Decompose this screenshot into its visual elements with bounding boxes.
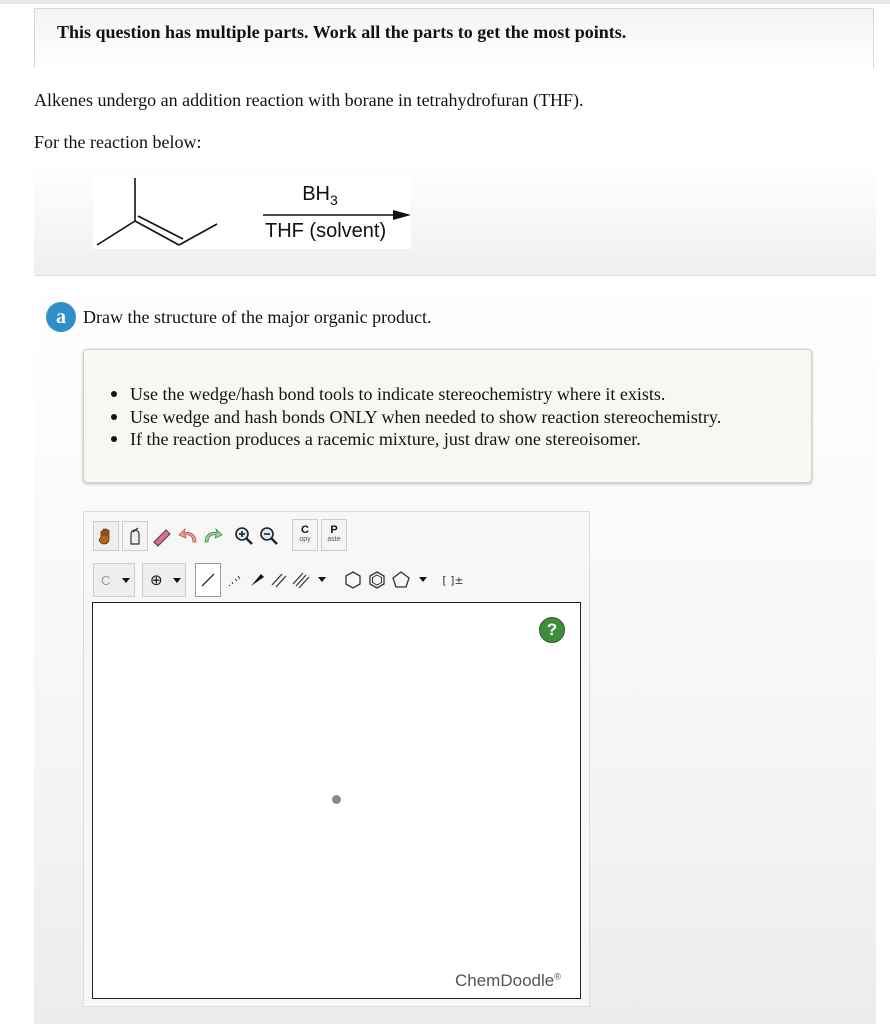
instruction-item: Use the wedge/hash bond tools to indicate stereochemistry where it exists.	[130, 383, 721, 406]
banner-text: This question has multiple parts. Work all the parts to get the most points.	[57, 22, 627, 42]
triple-bond-tool[interactable]	[290, 563, 332, 597]
cyclohexane-icon	[343, 570, 363, 590]
element-label: C	[101, 572, 111, 588]
solvent-label: THF (solvent)	[265, 220, 387, 242]
zoom-in-icon	[234, 526, 254, 546]
paste-icon: P	[330, 524, 338, 536]
hash-bond-icon	[225, 571, 243, 589]
cyclohexane-tool[interactable]	[341, 563, 365, 597]
eraser-tool-button[interactable]	[150, 521, 174, 551]
benzene-icon	[367, 570, 387, 590]
chevron-down-icon	[173, 578, 181, 583]
chevron-down-icon	[122, 578, 130, 583]
bracket-tool[interactable]	[439, 563, 467, 597]
wedge-bond-icon	[248, 571, 266, 589]
part-badge: a	[46, 302, 76, 332]
bracket-icon: [ ]±	[442, 573, 464, 587]
double-bond-icon	[270, 571, 288, 589]
instruction-item: Use wedge and hash bonds ONLY when needed to show reaction stereochemistry.	[130, 406, 722, 427]
copy-icon: C	[301, 524, 309, 536]
copy-sub-label: opy	[299, 536, 311, 543]
instruction-item: If the reaction produces a racemic mixture, just draw one stereoisomer.	[130, 428, 721, 451]
help-button[interactable]: ?	[539, 617, 565, 643]
instructions-list	[130, 383, 721, 451]
hand-icon	[97, 527, 115, 545]
benzene-tool[interactable]	[365, 563, 389, 597]
redo-button[interactable]	[201, 521, 225, 551]
single-bond-tool[interactable]	[195, 563, 221, 597]
element-selector[interactable]	[93, 563, 135, 597]
copy-button[interactable]	[292, 519, 318, 551]
multipart-banner	[34, 8, 874, 68]
zoom-out-button[interactable]	[257, 521, 281, 551]
wedge-bond-tool[interactable]	[246, 563, 268, 597]
lasso-icon	[127, 526, 143, 546]
chemdoodle-logo: ChemDoodle®	[455, 971, 561, 990]
undo-icon	[177, 526, 199, 546]
top-divider	[0, 0, 890, 4]
zoom-in-button[interactable]	[232, 521, 256, 551]
cyclopentane-icon	[391, 570, 411, 590]
triple-bond-icon	[292, 571, 310, 589]
double-bond-tool[interactable]	[268, 563, 290, 597]
paste-sub-label: aste	[327, 536, 341, 543]
hand-tool-button[interactable]	[93, 521, 119, 551]
zoom-out-icon	[259, 526, 279, 546]
redo-icon	[202, 526, 224, 546]
part-prompt: Draw the structure of the major organic product.	[83, 307, 432, 327]
single-bond-icon	[199, 571, 217, 589]
lasso-tool-button[interactable]	[122, 521, 148, 551]
intro-line-1: Alkenes undergo an addition reaction with borane in tetrahydrofuran (THF).	[34, 90, 584, 110]
reagent-label: $BH_3$	[302, 183, 338, 208]
undo-button[interactable]	[176, 521, 200, 551]
paste-button[interactable]	[321, 519, 347, 551]
charge-selector[interactable]	[142, 563, 186, 597]
cyclopentane-tool[interactable]	[389, 563, 433, 597]
eraser-icon	[151, 525, 173, 547]
instructions-box	[83, 349, 812, 483]
charge-icon: ⊕	[150, 571, 163, 589]
chevron-down-icon	[419, 577, 427, 582]
chevron-down-icon	[318, 577, 326, 582]
intro-line-2: For the reaction below:	[34, 132, 202, 152]
hash-bond-tool[interactable]	[223, 563, 245, 597]
canvas-origin-dot	[332, 795, 341, 804]
